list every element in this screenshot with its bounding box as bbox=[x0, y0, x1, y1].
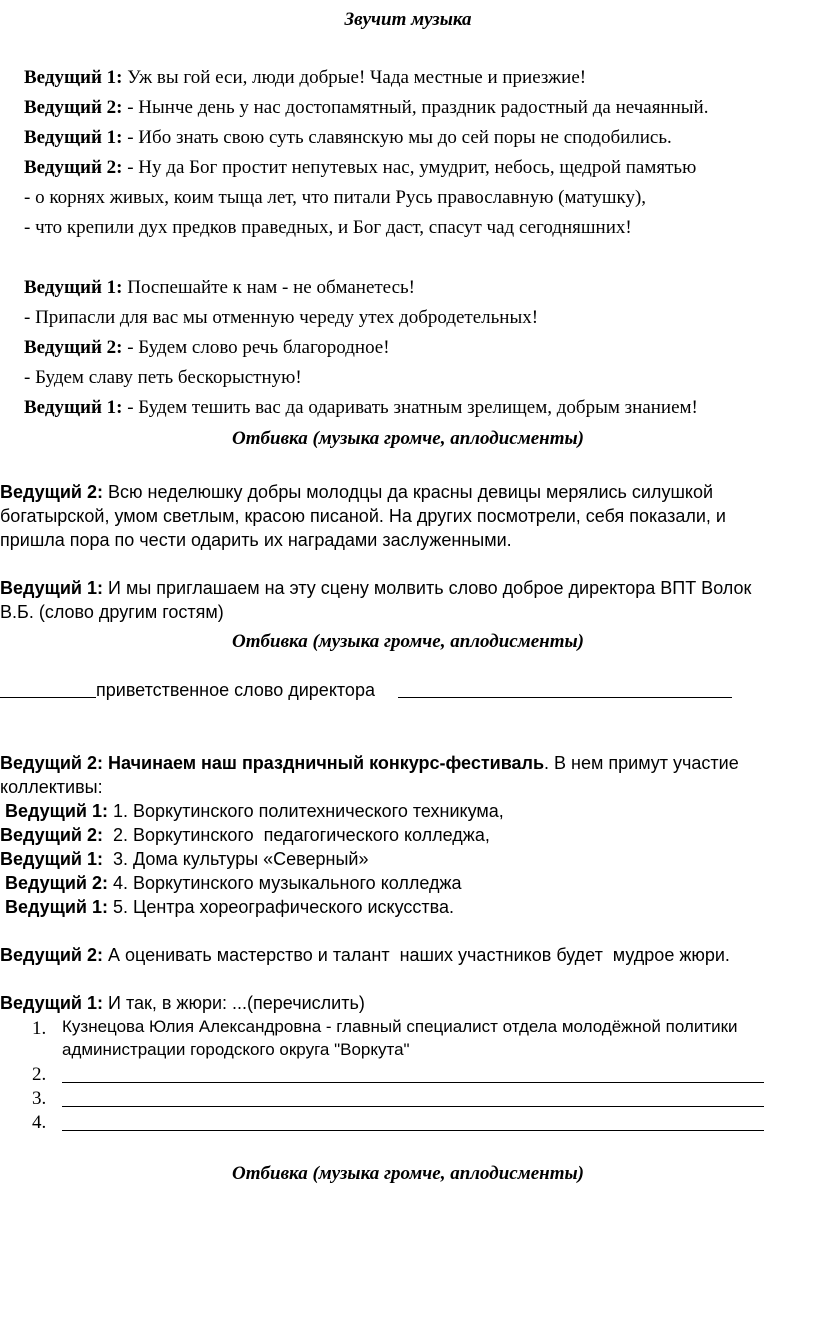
stage-direction: Отбивка (музыка громче, аплодисменты) bbox=[232, 1163, 584, 1184]
speaker-label: Ведущий 2: bbox=[24, 157, 123, 178]
speaker-label: Ведущий 2: bbox=[0, 482, 103, 502]
list-number: 4. bbox=[32, 1112, 47, 1133]
line-text: Уж вы гой еси, люди добрые! Чада местные и приезжие! bbox=[122, 67, 587, 88]
speaker-label: Ведущий 2: bbox=[0, 873, 108, 893]
dialogue-line bbox=[24, 396, 698, 420]
festival-heading: Начинаем наш праздничный конкурс-фестиваль bbox=[103, 753, 545, 773]
paragraph-line bbox=[0, 751, 739, 775]
paragraph-line bbox=[0, 943, 730, 967]
speaker-label: Ведущий 2: bbox=[0, 825, 103, 845]
paragraph-line bbox=[0, 480, 713, 504]
list-item bbox=[0, 871, 462, 895]
dialogue-line bbox=[24, 336, 390, 360]
paragraph-line bbox=[0, 991, 365, 1015]
speaker-label: Ведущий 2: bbox=[0, 753, 103, 773]
stage-direction: Отбивка (музыка громче, аплодисменты) bbox=[232, 428, 584, 449]
list-item bbox=[0, 799, 504, 823]
dialogue-line bbox=[24, 216, 632, 240]
line-text: - Припасли для вас мы отменную череду утех добродетельных! bbox=[24, 307, 539, 328]
line-text: - что крепили дух предков праведных, и Бог даст, спасут чад сегодняшних! bbox=[24, 217, 632, 238]
blank-line bbox=[62, 1082, 764, 1083]
speaker-label: Ведущий 1: bbox=[24, 67, 123, 88]
dialogue-line bbox=[24, 186, 646, 210]
paragraph-line: коллективы: bbox=[0, 777, 103, 797]
line-text: - Нынче день у нас достопамятный, праздник радостный да нечаянный. bbox=[122, 97, 709, 118]
dialogue-line bbox=[24, 66, 586, 90]
paragraph-line bbox=[0, 576, 751, 600]
line-text: 4. Воркутинского музыкального колледжа bbox=[108, 873, 462, 893]
line-text: 2. Воркутинского педагогического колледжа, bbox=[103, 825, 490, 845]
speaker-label: Ведущий 1: bbox=[24, 127, 123, 148]
dialogue-line bbox=[24, 276, 415, 300]
line-text: 5. Центра хореографического искусства. bbox=[108, 897, 455, 917]
line-text: А оценивать мастерство и талант наших участников будет мудрое жюри. bbox=[103, 945, 730, 965]
line-text: 1. Воркутинского политехнического техникума, bbox=[108, 801, 504, 821]
line-text: - Ибо знать свою суть славянскую мы до сей поры не сподобились. bbox=[122, 127, 672, 148]
list-item bbox=[0, 823, 490, 847]
list-number: 2. bbox=[32, 1064, 47, 1085]
line-text: - Будем тешить вас да одаривать знатным зрелищем, добрым знанием! bbox=[122, 397, 698, 418]
line-text: - Будем слово речь благородное! bbox=[122, 337, 390, 358]
speaker-label: Ведущий 1: bbox=[0, 578, 103, 598]
dialogue-line bbox=[24, 96, 708, 120]
paragraph-line: В.Б. (слово другим гостям) bbox=[0, 602, 224, 622]
dialogue-line bbox=[24, 366, 302, 390]
line-text: - о корнях живых, коим тыща лет, что питали Русь православную (матушку), bbox=[24, 187, 647, 208]
dialogue-line bbox=[24, 126, 672, 150]
blank-line bbox=[62, 1106, 764, 1107]
line-text: - Будем славу петь бескорыстную! bbox=[24, 367, 302, 388]
speaker-label: Ведущий 2: bbox=[24, 97, 123, 118]
speaker-label: Ведущий 2: bbox=[24, 337, 123, 358]
list-number: 3. bbox=[32, 1088, 47, 1109]
speaker-label: Ведущий 1: bbox=[24, 397, 123, 418]
paragraph-line: богатырской, умом светлым, красою писаной. На других посмотрели, себя показали, и bbox=[0, 506, 726, 526]
dialogue-line bbox=[24, 306, 538, 330]
dialogue-line bbox=[24, 156, 696, 180]
jury-member: Кузнецова Юлия Александровна - главный специалист отдела молодёжной политики bbox=[62, 1017, 738, 1036]
line-text: - Ну да Бог простит непутевых нас, умудрит, небось, щедрой памятью bbox=[122, 157, 697, 178]
line-text: Поспешайте к нам - не обманетесь! bbox=[122, 277, 416, 298]
speaker-label: Ведущий 1: bbox=[0, 993, 103, 1013]
stage-direction: Отбивка (музыка громче, аплодисменты) bbox=[232, 631, 584, 652]
speaker-label: Ведущий 1: bbox=[24, 277, 123, 298]
line-text: Всю неделюшку добры молодцы да красны девицы мерялись силушкой bbox=[103, 482, 714, 502]
list-item bbox=[0, 847, 369, 871]
line-text: 3. Дома культуры «Северный» bbox=[103, 849, 369, 869]
line-text: . В нем примут участие bbox=[544, 753, 739, 773]
blank-line bbox=[62, 1130, 764, 1131]
paragraph-line: пришла пора по чести одарить их наградами заслуженными. bbox=[0, 530, 512, 550]
jury-member: администрации городского округа "Воркута" bbox=[62, 1040, 410, 1059]
page-title: Звучит музыка bbox=[344, 9, 472, 30]
speaker-label: Ведущий 2: bbox=[0, 945, 103, 965]
blank-line bbox=[0, 697, 96, 698]
speaker-label: Ведущий 1: bbox=[0, 849, 103, 869]
line-text: И так, в жюри: ...(перечислить) bbox=[103, 993, 365, 1013]
list-number: 1. bbox=[32, 1018, 47, 1039]
list-item bbox=[0, 895, 454, 919]
blank-line bbox=[398, 697, 732, 698]
line-text: И мы приглашаем на эту сцену молвить слово доброе директора ВПТ Волок bbox=[103, 578, 752, 598]
speaker-label: Ведущий 1: bbox=[0, 897, 108, 917]
speaker-label: Ведущий 1: bbox=[0, 801, 108, 821]
welcome-line: приветственное слово директора bbox=[96, 680, 375, 700]
